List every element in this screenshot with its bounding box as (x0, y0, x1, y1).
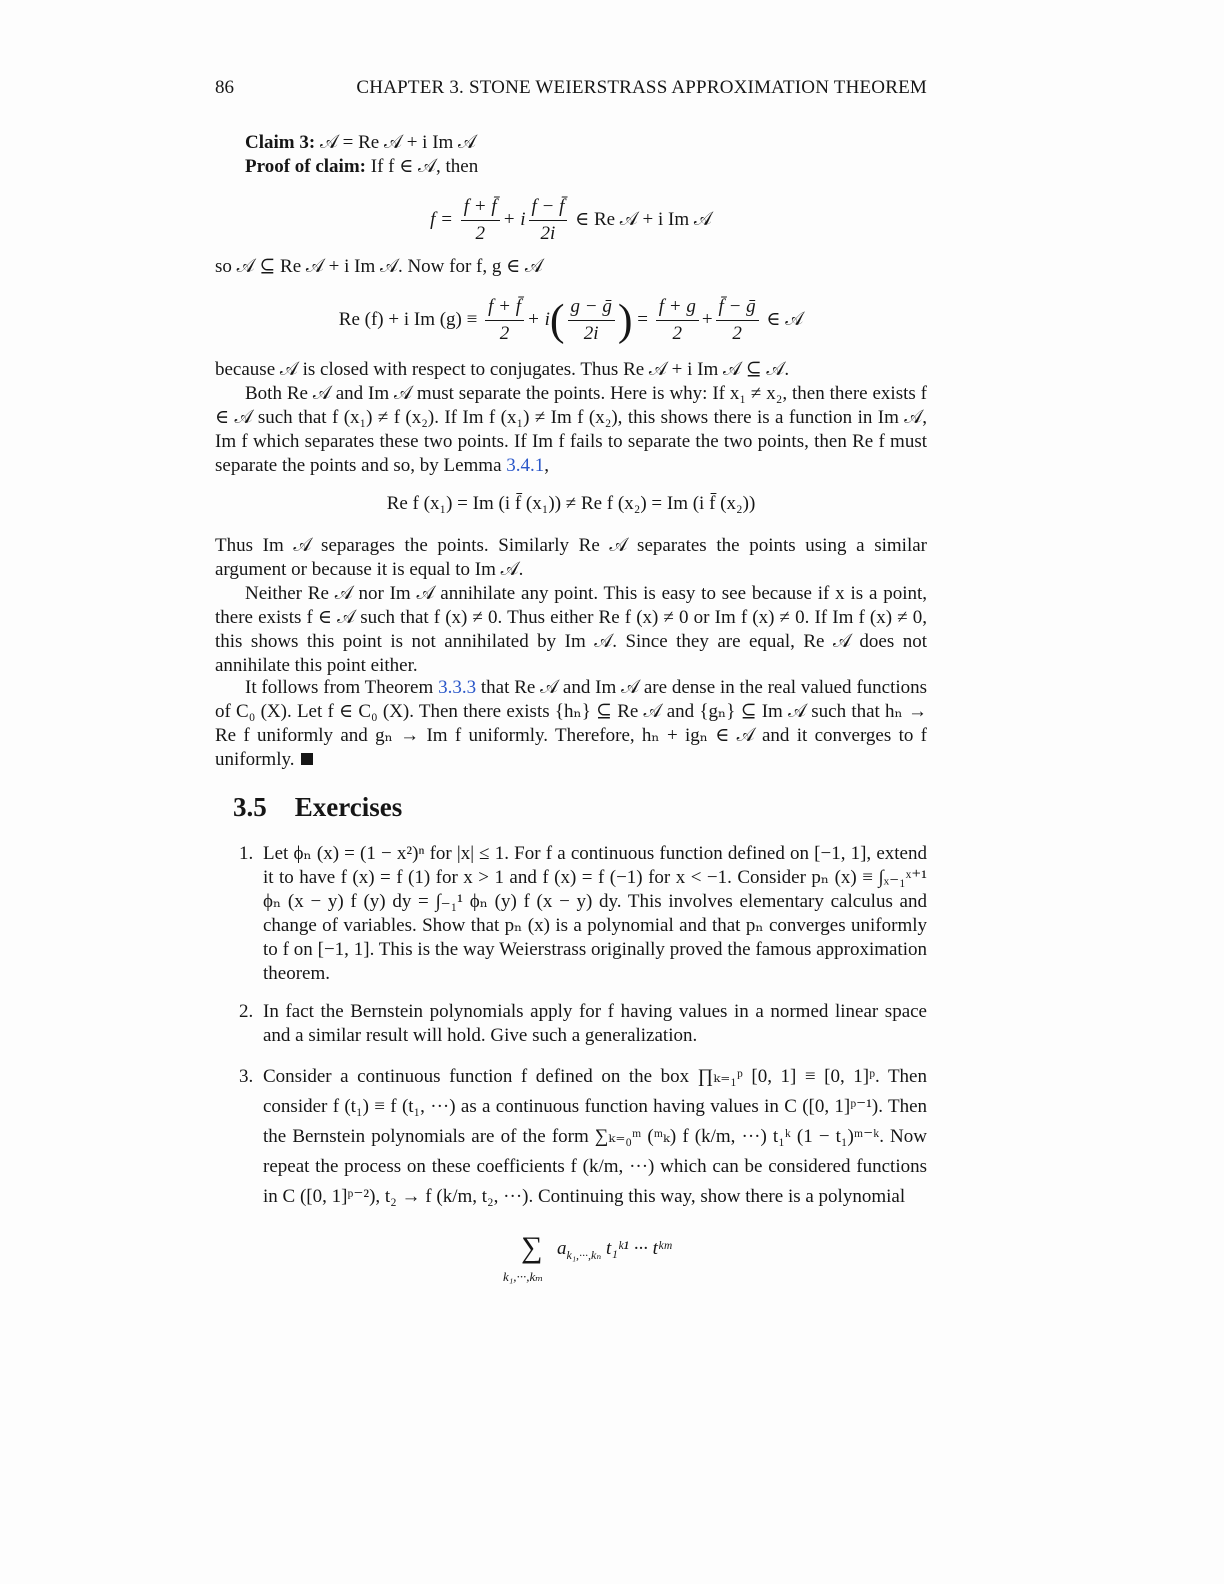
exercise-item: 3. Consider a continuous function f defined on the box ∏ₖ₌₁ᵖ [0, 1] ≡ [0, 1]ᵖ. Then consider f (t₁) ≡ f (t₁, ···) as a continuous function having values in C ([0, 1]ᵖ⁻¹). Then the Bernstein polynomials are of the form ∑ₖ₌₀ᵐ (ᵐₖ) f (k/m, ···) t₁ᵏ (1 − t₁)ᵐ⁻ᵏ. Now repeat the process on these coefficients f (k/m, ···) which can be considered functions in C ([0, 1]ᵖ⁻²), t₂ → f (k/m, t₂, ···). Continuing this way, show there is a polynomial (239, 1066, 927, 1207)
exercise-item: 1. Let ϕₙ (x) = (1 − x²)ⁿ for |x| ≤ 1. For f a continuous function defined on [−1, 1], extend it to have f (x) = f (1) for x > 1 and f (x) = f (−1) for x < −1. Consider pₙ (x) ≡ ∫ₓ₋₁ˣ⁺¹ ϕₙ (x − y) f (y) dy = ∫₋₁¹ ϕₙ (y) f (x − y) dy. This involves elementary calculus and change of variables. Show that pₙ (x) is a polynomial and that pₙ converges uniformly to f on [−1, 1]. This is the way Weierstrass originally proved the famous approximation theorem. (239, 843, 927, 984)
paragraph-both: Both Re 𝒜 and Im 𝒜 must separate the points. Here is why: If x₁ ≠ x₂, then there exists f ∈ 𝒜 such that f (x₁) ≠ f (x₂). If Im f (x₁) ≠ Im f (x₂), this shows there is a function in Im 𝒜, Im f which separates these two points. If Im f fails to separate the two points, then Re f must separate the points and so, by Lemma 3.4.1, (215, 383, 927, 476)
line-so: so 𝒜 ⊆ Re 𝒜 + i Im 𝒜. Now for f, g ∈ 𝒜 (215, 256, 543, 277)
equation-3: Re f (x₁) = Im (i f̄ (x₁)) ≠ Re f (x₂) = Im (i f̄ (x₂)) (386, 493, 756, 514)
running-title: CHAPTER 3. STONE WEIERSTRASS APPROXIMATION THEOREM (356, 77, 927, 98)
lemma-ref-link[interactable]: 3.4.1 (506, 455, 545, 476)
theorem-ref-link[interactable]: 3.3.3 (438, 677, 477, 698)
paragraph-thus: Thus Im 𝒜 separages the points. Similarly Re 𝒜 separates the points using a similar argument or because it is equal to Im 𝒜. (215, 535, 927, 580)
equation-2: Re (f) + i Im (g) ≡ $\frac{f + f̄}{2}$ + i( $\frac{\text{g − ḡ}}{2i}$ ) = $\frac{f + g}{2}$ + $\frac{\text{f̄ − ḡ}}{2}$ ∈ 𝒜 (338, 295, 804, 345)
claim-block (215, 131, 927, 179)
equation-1: f = $\frac{f + f̄}{2}$ + i $\frac{f - f̄}{2i}$ ∈ Re 𝒜 + i Im 𝒜 (430, 196, 712, 244)
claim-statement: 𝒜 = Re 𝒜 + i Im 𝒜 (319, 132, 477, 153)
claim-label: Claim 3: (245, 132, 316, 153)
proof-intro: If f ∈ 𝒜, then (370, 156, 479, 177)
paragraph-because: because 𝒜 is closed with respect to conjugates. Thus Re 𝒜 + i Im 𝒜 ⊆ 𝒜. (215, 359, 790, 380)
running-head (215, 76, 927, 102)
page-number: 86 (215, 77, 234, 98)
qed-symbol (301, 753, 313, 765)
exercise-list (215, 842, 927, 1212)
proof-label: Proof of claim: (245, 156, 366, 177)
paragraph-follows: It follows from Theorem 3.3.3 that Re 𝒜 and Im 𝒜 are dense in the real valued functions of C₀ (X). Let f ∈ C₀ (X). Then there exists {hₙ} ⊆ Re 𝒜 and {gₙ} ⊆ Im 𝒜 such that hₙ → Re f uniformly and gₙ → Im f uniformly. Therefore, hₙ + igₙ ∈ 𝒜 and it converges to f uniformly. (215, 677, 928, 770)
final-sum: ∑ $a_{k_1,\cdot\cdot\cdot,k_n}$ t₁ᵏ¹ ··· tᵏᵐ k₁,···,kₘ (503, 1231, 672, 1284)
exercise-item: 2. In fact the Bernstein polynomials apply for f having values in a normed linear space and a similar result will hold. Give such a generalization. (239, 1001, 927, 1046)
paragraph-neither: Neither Re 𝒜 nor Im 𝒜 annihilate any point. This is easy to see because if x is a point, there exists f ∈ 𝒜 such that f (x) ≠ 0. Thus either Re f (x) ≠ 0 or Im f (x) ≠ 0. If Im f (x) ≠ 0, this shows this point is not annihilated by Im 𝒜. Since they are equal, Re 𝒜 does not annihilate this point either. (215, 583, 927, 676)
section-heading: 3.5 Exercises (233, 792, 403, 822)
